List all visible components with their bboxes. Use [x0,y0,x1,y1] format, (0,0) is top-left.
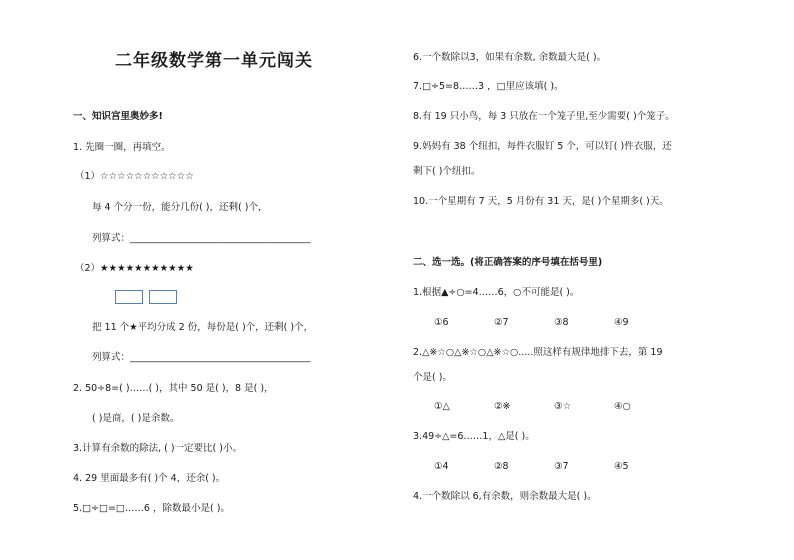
choice-question-1-options [434,316,629,329]
option: ③7 [554,461,569,472]
option: ②8 [494,461,509,472]
choice-question-3-options [434,460,629,473]
choice-question-1: 1.根据▲÷○=4……6，○不可能是( )。 [413,287,580,298]
question-9-line-2: 剩下( )个纽扣。 [413,166,481,177]
question-1-part-2-formula: 列算式：______________________________________ [92,352,311,363]
question-4: 4. 29 里面最多有( )个 4，还余( )。 [73,473,226,484]
question-8: 8.有 19 只小鸟，每 3 只放在一个笼子里,至少需要( )个笼子。 [413,111,675,122]
section-2-heading: 二、选一选。(将正确答案的序号填在括号里) [413,257,603,268]
question-1-part-1-formula: 列算式：______________________________________ [92,233,311,244]
option: ①6 [434,317,449,328]
question-10: 10.一个星期有 7 天，5 月份有 31 天，是( )个星期多( )天。 [413,196,669,207]
question-3: 3.计算有余数的除法, ( )一定要比( )小。 [73,443,242,454]
choice-question-2-line-2: 个是( )。 [413,372,452,383]
option: ④9 [614,317,629,328]
choice-question-2-options [434,400,631,413]
question-1-part-2-fill: 把 11 个★平均分成 2 份，每份是( )个，还剩( )个， [92,322,314,333]
option: ②※ [494,401,511,412]
question-2-line-1: 2. 50÷8=( )……( )，其中 50 是( )，8 是( )， [73,383,274,394]
question-1-part-1-fill: 每 4 个分一份，能分几份( )，还剩( )个， [92,202,268,213]
question-9-line-1: 9.妈妈有 38 个纽扣，每件衣服钉 5 个，可以钉( )件衣服，还 [413,141,672,152]
answer-box-1 [115,290,143,304]
option: ③8 [554,317,569,328]
question-6: 6.一个数除以3，如果有余数, 余数最大是( )。 [413,52,607,63]
section-1-heading: 一、知识宫里奥妙多! [73,111,163,122]
option: ③☆ [554,401,572,412]
option: ④5 [614,461,629,472]
choice-question-2-line-1: 2.△※☆○△※☆○△※☆○.....照这样有规律地排下去，第 19 [413,347,663,358]
question-1-part-1: （1）☆☆☆☆☆☆☆☆☆☆☆ [75,171,194,182]
choice-question-3: 3.49÷△=6……1，△是( )。 [413,431,535,442]
choice-question-4: 4.一个数除以 6,有余数，则余数最大是( )。 [413,491,597,502]
option: ④○ [614,401,631,412]
question-7: 7.□÷5=8……3 ，□里应该填( )。 [413,81,564,92]
question-2-line-2: ( )是商，( )是余数。 [92,413,180,424]
question-5: 5.□÷□=□……6 ，除数最小是( )。 [73,503,230,514]
question-1: 1. 先圈一圈，再填空。 [73,142,171,153]
option: ①△ [434,401,450,412]
option: ②7 [494,317,509,328]
question-1-part-2: （2）★★★★★★★★★★★ [75,263,194,274]
answer-box-2 [149,290,177,304]
option: ①4 [434,461,449,472]
page-title: 二年级数学第一单元闯关 [115,51,313,71]
